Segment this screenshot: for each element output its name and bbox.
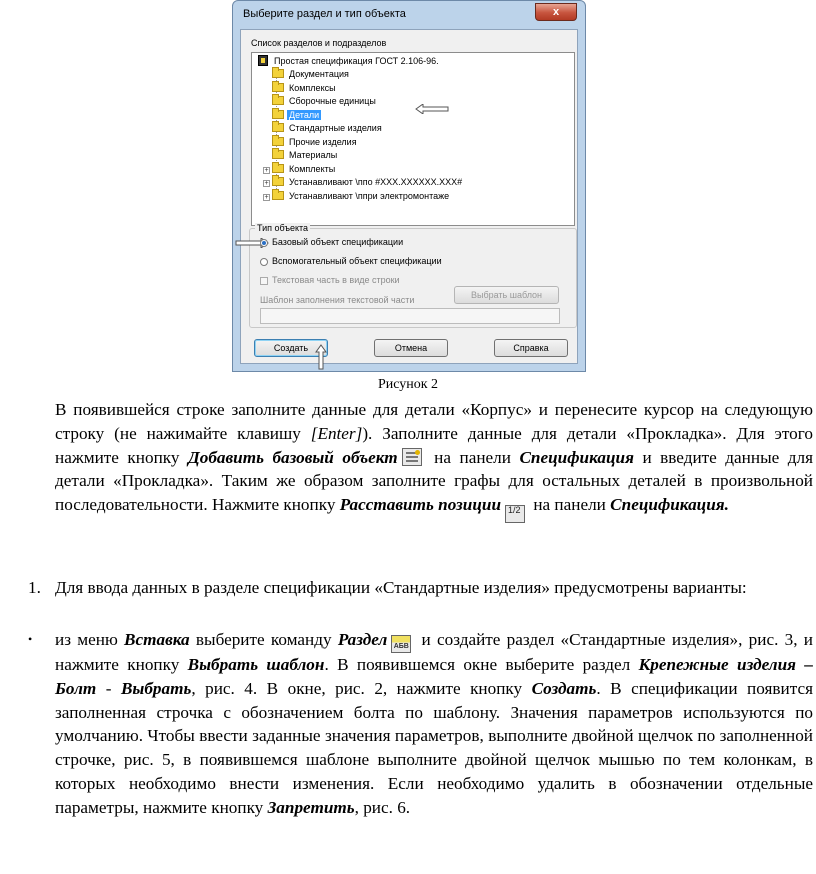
fasteners-bolt-path: Крепежные изделия – Болт xyxy=(55,655,813,698)
section-tree[interactable] xyxy=(251,52,575,226)
arrange-positions-command: Расставить позиции xyxy=(339,495,502,515)
arrange-positions-icon: 1/2 xyxy=(505,505,525,523)
section-list-label: Список разделов и подразделов xyxy=(251,38,387,48)
pointer-up-arrow-icon xyxy=(315,344,327,370)
tree-item[interactable] xyxy=(272,122,384,135)
tree-item-label: Комплекты xyxy=(289,163,336,174)
select-section-dialog xyxy=(232,0,586,372)
tree-item[interactable] xyxy=(263,176,464,189)
tree-item-label: Комплексы xyxy=(289,82,336,93)
tree-item-label: Стандартные изделия xyxy=(289,123,382,133)
section-icon: АБВ xyxy=(391,635,411,653)
folder-icon xyxy=(272,96,284,105)
choose-command: Выбрать xyxy=(120,678,192,698)
list-bullet: • xyxy=(28,632,33,646)
folder-icon xyxy=(272,164,284,173)
create-command: Создать xyxy=(531,678,597,698)
list-number: 1. xyxy=(28,578,41,597)
enter-key: [Enter] xyxy=(310,423,363,443)
folder-icon xyxy=(272,83,284,92)
help-button[interactable]: Справка xyxy=(494,339,568,357)
tree-item-label: Прочие изделия xyxy=(289,136,357,147)
tree-root[interactable]: Простая спецификация ГОСТ 2.106-96. xyxy=(258,55,441,68)
tree-item[interactable] xyxy=(263,190,451,203)
tree-item[interactable] xyxy=(272,109,321,122)
section-command: Раздел xyxy=(337,630,388,649)
cancel-button[interactable]: Отмена xyxy=(374,339,448,357)
folder-icon xyxy=(272,191,284,200)
radio-aux-object[interactable] xyxy=(260,258,268,266)
dialog-client-area xyxy=(240,29,578,364)
expand-icon[interactable]: + xyxy=(264,166,269,174)
radio-aux-object-label: Вспомогательный объект спецификации xyxy=(272,256,442,266)
tree-item-label: Материалы xyxy=(289,150,338,160)
text-part-checkbox[interactable] xyxy=(260,277,268,285)
text-part-checkbox-label: Текстовая часть в виде строки xyxy=(272,275,400,285)
tree-item-label: Документация xyxy=(289,69,349,79)
choose-template-command: Выбрать шаблон xyxy=(187,655,325,674)
paragraph-2: Для ввода данных в разделе спецификации «Стандартные изделия» предусмотрены варианты: xyxy=(55,578,747,597)
paragraph-1: В появившейся строке заполните данные для детали «Корпус» и перенесите курсор на следующую строку (не нажимайте клавишу [Enter]). Заполните данные для детали «Прокладка». Для этого нажмите кнопку Добавить базовый объект на панели Спецификация и введите данные для детали «Прокладка». Таким же образом заполните графы для остальных деталей в произвольной последовательности. Нажмите кнопку Расставить позиции 1/2 на панели Спецификация. xyxy=(55,398,813,523)
close-button[interactable]: x xyxy=(535,3,577,21)
expand-icon[interactable]: + xyxy=(264,180,269,187)
figure-caption: Рисунок 2 xyxy=(377,377,439,392)
dialog-title: Выберите раздел и тип объекта xyxy=(243,8,406,20)
dialog-titlebar[interactable] xyxy=(233,1,585,27)
expand-icon[interactable]: + xyxy=(264,193,269,201)
folder-icon xyxy=(272,123,284,132)
add-base-object-command: Добавить базовый объект xyxy=(187,447,398,467)
template-text-field[interactable] xyxy=(260,308,560,324)
specification-panel-name: Спецификация xyxy=(519,447,634,467)
tree-item[interactable] xyxy=(272,136,359,149)
pointer-arrow-icon xyxy=(415,104,449,114)
tree-item[interactable] xyxy=(272,82,338,95)
create-button[interactable]: Создать xyxy=(254,339,328,357)
insert-menu-name: Вставка xyxy=(124,630,190,649)
add-base-object-icon xyxy=(402,448,422,466)
radio-base-object-label: Базовый объект спецификации xyxy=(272,237,404,247)
folder-icon xyxy=(272,137,284,146)
tree-item-label: Устанавливают \ппо #XXX.XXXXXX.XXX# xyxy=(289,177,463,187)
choose-template-button[interactable]: Выбрать шаблон xyxy=(454,286,559,304)
forbid-command: Запретить xyxy=(267,797,355,817)
radio-base-object[interactable] xyxy=(260,239,268,247)
tree-item-label: Устанавливают \ппри электромонтаже xyxy=(289,190,450,201)
tree-item[interactable] xyxy=(263,163,337,176)
tree-item-label: Детали xyxy=(289,109,320,120)
tree-item[interactable] xyxy=(272,95,378,108)
template-label: Шаблон заполнения текстовой части xyxy=(260,295,415,305)
tree-item[interactable] xyxy=(272,68,351,81)
folder-icon xyxy=(272,177,284,186)
paragraph-3: из меню Вставка выберите команду Раздел АБВ и создайте раздел «Стандартные изделия», рис. 3, и нажмите кнопку Выбрать шаблон. В появившемся окне выберите раздел Крепежные изделия – Болт - Выбрать, рис. 4. В окне, рис. 2, нажмите кнопку Создать. В спецификации появится заполненная строчка с обозначением болта по шаблону. Значения параметров используются по умолчанию. Чтобы ввести заданные значения параметров, выполните двойной щелчок по заполненной строчке, рис. 5, в появившемся шаблоне выполните двойной щелчок мышью по тем колонкам, в которых необходимо внести изменения. Если необходимо удалить в обозначении отдельные параметры, нажмите кнопку Запретить, рис. 6. xyxy=(55,630,813,817)
folder-icon xyxy=(272,110,284,119)
tree-item-label: Сборочные единицы xyxy=(289,96,376,106)
specification-panel-name: Спецификация. xyxy=(610,495,729,515)
folder-icon xyxy=(272,69,284,78)
specification-book-icon xyxy=(258,55,268,66)
tree-item[interactable] xyxy=(272,149,339,162)
object-type-label: Тип объекта xyxy=(257,223,309,233)
folder-icon xyxy=(272,150,284,159)
